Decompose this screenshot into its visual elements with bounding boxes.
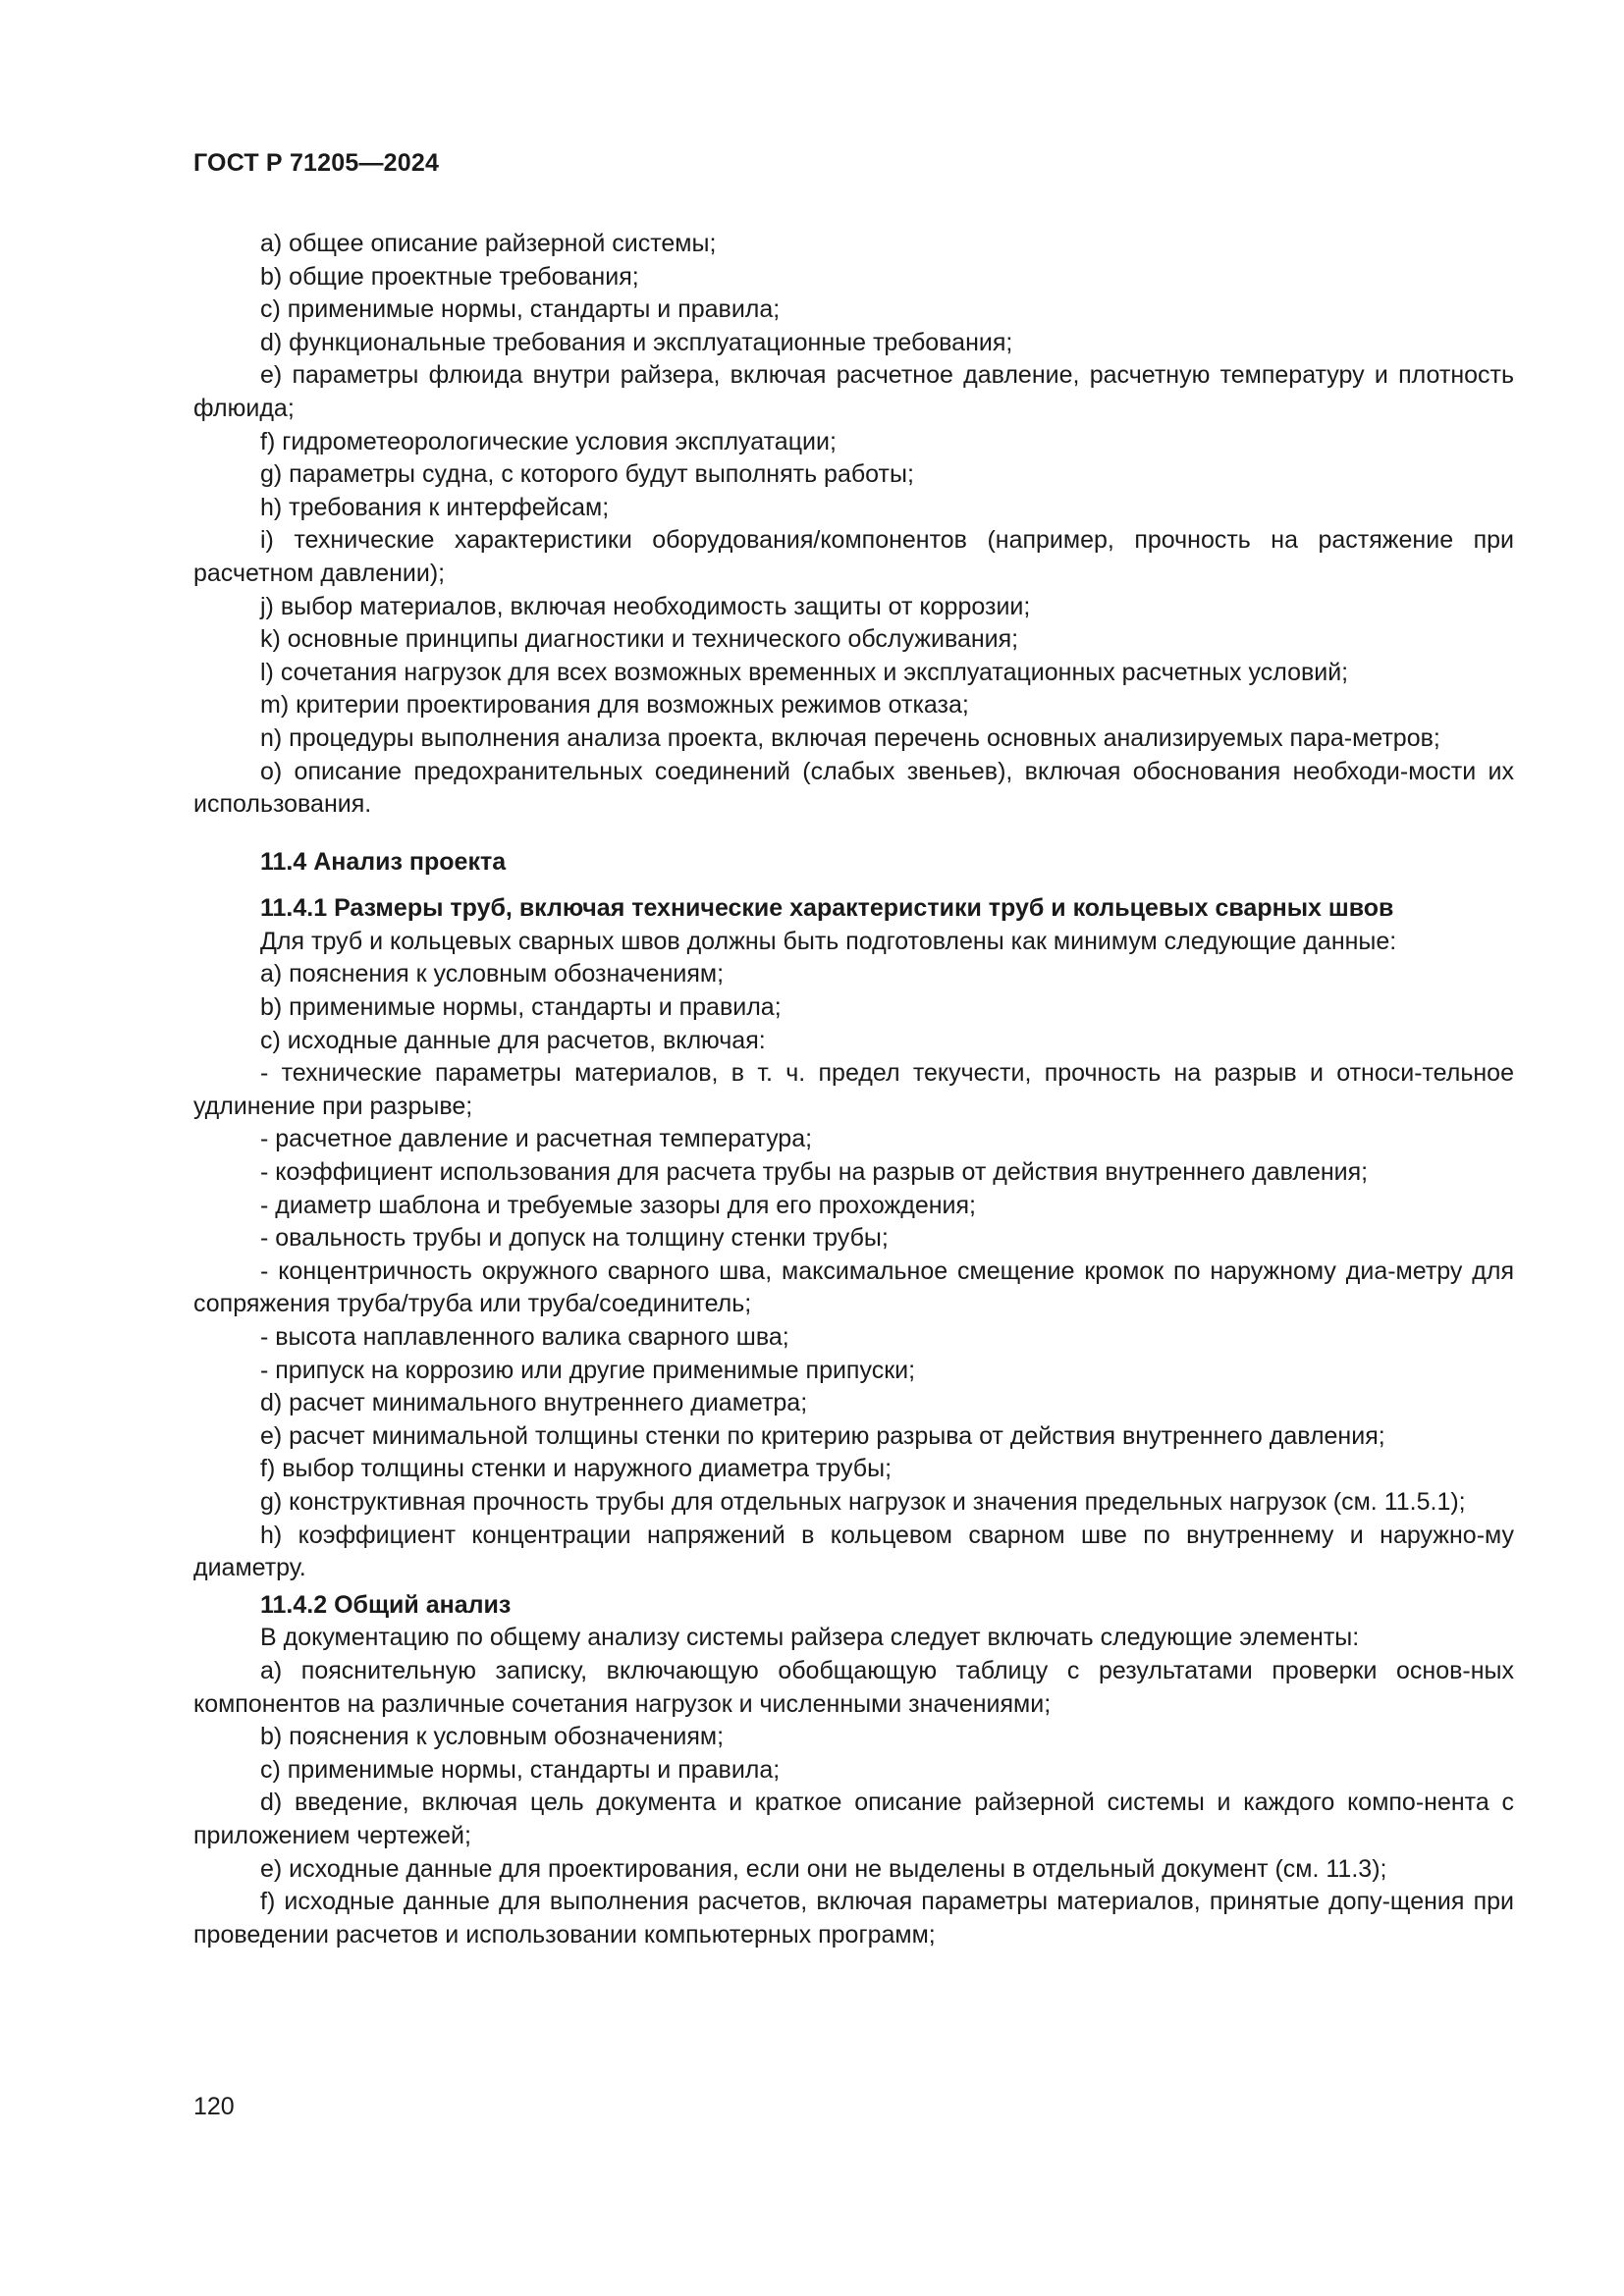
list-item: - диаметр шаблона и требуемые зазоры для его прохождения; [260,1191,977,1219]
list-item: o) описание предохранительных соединений (слабых звеньев), включая обоснования необходи-мости их использования. [193,757,1514,819]
list-item: j) выбор материалов, включая необходимость защиты от коррозии; [260,592,1031,620]
list-item: c) применимые нормы, стандарты и правила; [260,295,781,324]
list-item: a) пояснительную записку, включающую обобщающую таблицу с результатами проверки основ-ных компонентов на различные сочетания нагрузок и численными значениями; [193,1656,1514,1718]
list-item: b) пояснения к условным обозначениям; [260,1723,725,1751]
list-item: f) гидрометеорологические условия эксплуатации; [260,427,837,455]
list-item: a) пояснения к условным обозначениям; [260,960,725,988]
document-header: ГОСТ Р 71205—2024 [193,149,440,177]
list-item: f) выбор толщины стенки и наружного диаметра трубы; [260,1455,893,1483]
list-item: l) сочетания нагрузок для всех возможных временных и эксплуатационных расчетных условий; [260,658,1349,686]
subsection-heading: 11.4.2 Общий анализ [260,1590,512,1619]
list-item: h) требования к интерфейсам; [260,493,610,521]
list-item: h) коэффициент концентрации напряжений в кольцевом сварном шве по внутреннему и наружно-му диаметру. [193,1521,1514,1582]
list-item: e) расчет минимальной толщины стенки по критерию разрыва от действия внутреннего давления; [260,1421,1385,1450]
list-item: - коэффициент использования для расчета трубы на разрыв от действия внутреннего давления; [260,1158,1369,1187]
subsection-heading: 11.4.1 Размеры труб, включая технические характеристики труб и кольцевых сварных швов [260,894,1394,923]
list-item: d) функциональные требования и эксплуатационные требования; [260,328,1013,356]
list-item: d) расчет минимального внутреннего диаметра; [260,1389,808,1417]
section-intro: В документацию по общему анализу системы райзера следует включать следующие элементы: [260,1624,1360,1652]
list-item: - припуск на коррозию или другие применимые припуски; [260,1356,916,1384]
list-item: - расчетное давление и расчетная температура; [260,1125,813,1153]
list-item: - концентричность окружного сварного шва, максимальное смещение кромок по наружному диа-метру для сопряжения труба/труба или труба/соединитель; [193,1256,1514,1318]
list-item: a) общее описание райзерной системы; [260,230,717,257]
list-item: g) конструктивная прочность трубы для отдельных нагрузок и значения предельных нагрузок (см. 11.5.1); [260,1487,1466,1516]
section-intro: Для труб и кольцевых сварных швов должны быть подготовлены как минимум следующие данные: [260,927,1397,955]
list-item: e) исходные данные для проектирования, если они не выделены в отдельный документ (см. 11.3); [260,1854,1387,1883]
list-item: - высота наплавленного валика сварного шва; [260,1323,789,1351]
list-item: k) основные принципы диагностики и технического обслуживания; [260,625,1019,654]
section-heading: 11.4 Анализ проекта [260,847,507,876]
list-item: - овальность трубы и допуск на толщину стенки трубы; [260,1224,889,1253]
requirements-list [193,228,1514,822]
list-item: g) параметры судна, с которого будут выполнять работы; [260,460,914,489]
list-item: c) применимые нормы, стандарты и правила; [260,1755,781,1784]
list-item: b) применимые нормы, стандарты и правила; [260,993,782,1022]
list-item: e) параметры флюида внутри райзера, включая расчетное давление, расчетную температуру и плотность флюида; [193,361,1514,422]
list-item: - технические параметры материалов, в т. ч. предел текучести, прочность на разрыв и относи-тельное удлинение при разрыве; [193,1059,1514,1120]
list-item: d) введение, включая цель документа и краткое описание райзерной системы и каждого компо-нента с приложением чертежей; [193,1789,1514,1849]
list-item: c) исходные данные для расчетов, включая: [260,1026,766,1054]
list-item: f) исходные данные для выполнения расчетов, включая параметры материалов, принятые допу-щения при проведении расчетов и использовании компьютерных программ; [193,1888,1514,1949]
list-item: b) общие проектные требования; [260,262,639,291]
list-item: m) критерии проектирования для возможных режимов отказа; [260,691,969,720]
list-item: n) процедуры выполнения анализа проекта, включая перечень основных анализируемых пара-метров; [260,723,1440,752]
page-number: 120 [193,2093,235,2120]
list-item: i) технические характеристики оборудования/компонентов (например, прочность на растяжение при расчетном давлении); [193,526,1514,587]
document-body [193,228,1514,1951]
